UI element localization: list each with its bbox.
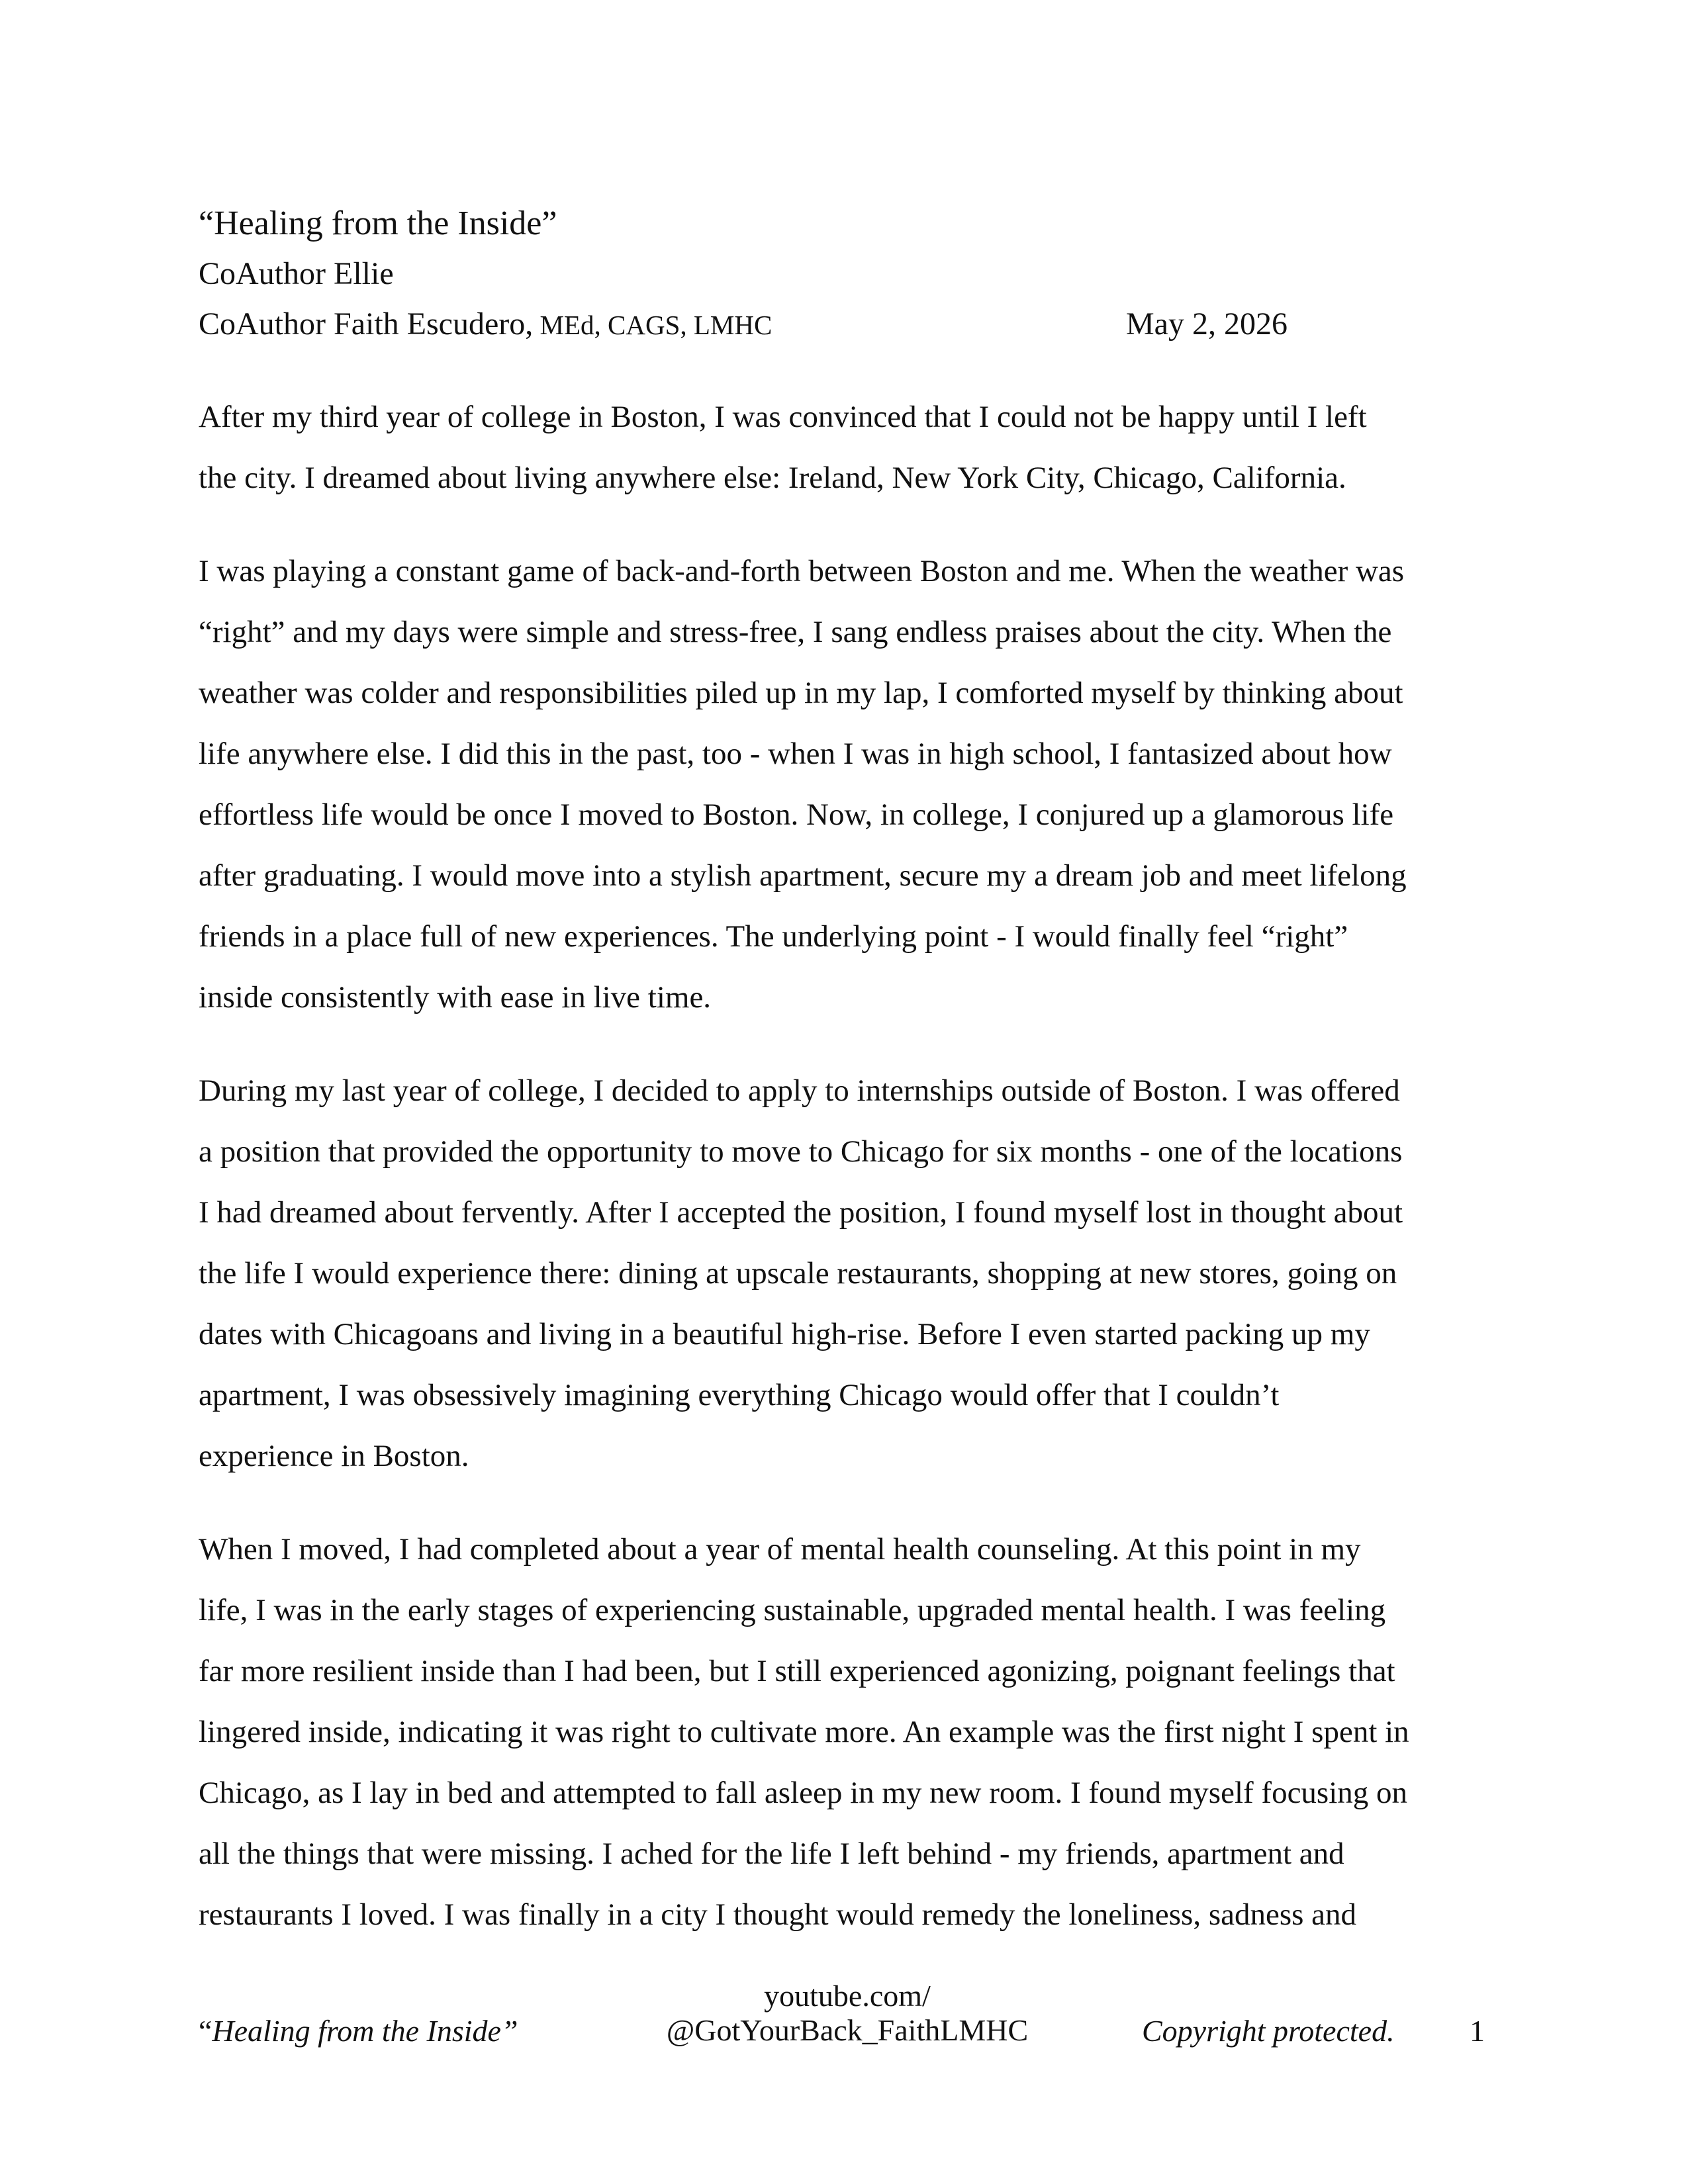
footer-title-text: Healing from the Inside (212, 2014, 501, 2048)
document-date: May 2, 2026 (1126, 306, 1288, 341)
paragraph-line: experience in Boston. (199, 1439, 469, 1473)
paragraph-line: life anywhere else. I did this in the past, too - when I was in high school, I fantasized about how (199, 737, 1392, 771)
paragraph-line: dates with Chicagoans and living in a beautiful high-rise. Before I even started packing up my (199, 1317, 1370, 1351)
paragraph-line: inside consistently with ease in live time. (199, 980, 712, 1015)
paragraph-line: After my third year of college in Boston, I was convinced that I could not be happy until I left (199, 400, 1367, 434)
paragraph-line: the city. I dreamed about living anywhere else: Ireland, New York City, Chicago, California. (199, 461, 1346, 495)
paragraph-1 (199, 387, 1489, 508)
paragraph-line: lingered inside, indicating it was right to cultivate more. An example was the first night I spent in (199, 1715, 1409, 1749)
document-title: “Healing from the Inside” (199, 205, 557, 242)
paragraph-line: Chicago, as I lay in bed and attempted to fall asleep in my new room. I found myself focusing on (199, 1776, 1408, 1810)
paragraph-line: I was playing a constant game of back-and-forth between Boston and me. When the weather was (199, 554, 1405, 588)
paragraph-line: the life I would experience there: dining at upscale restaurants, shopping at new stores, going on (199, 1256, 1397, 1291)
paragraph-line: far more resilient inside than I had been, but I still experienced agonizing, poignant feelings that (199, 1654, 1395, 1688)
paragraph-line: effortless life would be once I moved to Boston. Now, in college, I conjured up a glamorous life (199, 797, 1394, 832)
paragraph-line: “right” and my days were simple and stress-free, I sang endless praises about the city. When the (199, 615, 1392, 649)
coauthor-faith-name: CoAuthor Faith Escudero, (199, 306, 534, 341)
paragraph-line: all the things that were missing. I ached for the life I left behind - my friends, apartment and (199, 1837, 1344, 1871)
document-body (199, 387, 1489, 1978)
paragraph-line: after graduating. I would move into a stylish apartment, secure my a dream job and meet lifelong (199, 858, 1407, 893)
footer-link-line-1[interactable]: youtube.com/ (764, 1979, 931, 2013)
paragraph-line: restaurants I loved. I was finally in a city I thought would remedy the loneliness, sadness and (199, 1897, 1357, 1932)
footer-open-quote: “ (199, 2014, 212, 2048)
coauthor-ellie: CoAuthor Ellie (199, 256, 394, 291)
paragraph-line: weather was colder and responsibilities piled up in my lap, I comforted myself by thinking about (199, 676, 1403, 710)
document-header (199, 199, 1324, 350)
footer-title (199, 2013, 518, 2048)
paragraph-line: life, I was in the early stages of experiencing sustainable, upgraded mental health. I was feeling (199, 1593, 1386, 1627)
document-footer (0, 1979, 1688, 2058)
footer-link-line-2[interactable]: @GotYourBack_FaithLMHC (666, 2013, 1029, 2047)
paragraph-line: a position that provided the opportunity to move to Chicago for six months - one of the locations (199, 1134, 1403, 1169)
footer-copyright: Copyright protected. (1142, 2014, 1395, 2048)
paragraph-line: I had dreamed about fervently. After I accepted the position, I found myself lost in thought about (199, 1195, 1403, 1230)
paragraph-4 (199, 1519, 1489, 1945)
paragraph-3 (199, 1060, 1489, 1486)
paragraph-line: friends in a place full of new experiences. The underlying point - I would finally feel “right” (199, 919, 1348, 954)
paragraph-line: When I moved, I had completed about a year of mental health counseling. At this point in my (199, 1532, 1361, 1567)
page-number: 1 (1470, 2014, 1485, 2048)
paragraph-2 (199, 541, 1489, 1028)
paragraph-line: apartment, I was obsessively imagining everything Chicago would offer that I couldn’t (199, 1378, 1280, 1412)
coauthor-faith-credentials: MEd, CAGS, LMHC (533, 310, 773, 340)
footer-close-quote: ” (500, 2014, 518, 2048)
paragraph-line: During my last year of college, I decided to apply to internships outside of Boston. I was offered (199, 1073, 1400, 1108)
footer-youtube-link[interactable] (662, 1979, 1033, 2048)
